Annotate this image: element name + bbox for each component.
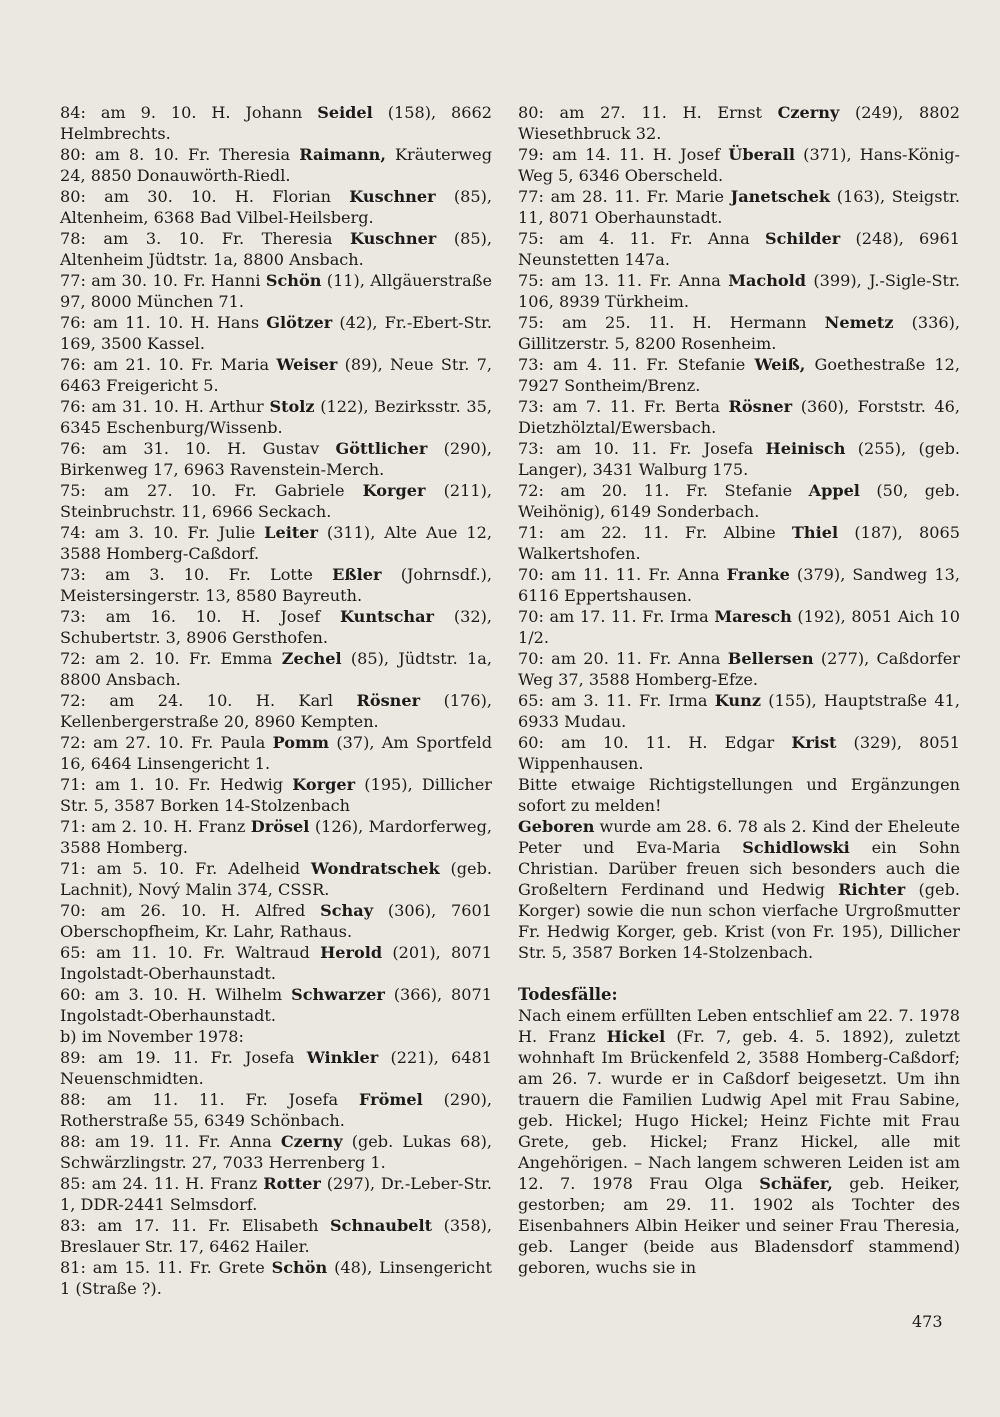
birthday-entry xyxy=(518,648,960,690)
entry-prefix: 72: am 2. 10. Fr. Emma xyxy=(60,649,282,668)
birthday-entry xyxy=(60,942,492,984)
birthday-entry xyxy=(60,480,492,522)
entry-details: (187), 8065 Walkertshofen. xyxy=(518,523,960,563)
entry-details: (249), 8802 Wiesethbruck 32. xyxy=(518,103,960,143)
entry-details: (201), 8071 Ingolstadt-Oberhaunstadt. xyxy=(60,943,492,983)
birth-name-2: Richter xyxy=(838,880,906,899)
entry-surname: Schnaubelt xyxy=(330,1216,433,1235)
entry-surname: Überall xyxy=(728,145,795,164)
birth-text-1: wurde am 28. 6. 78 als 2. Kind der Eheleute Peter und Eva-Maria xyxy=(518,817,960,857)
entry-prefix: 83: am 17. 11. Fr. Elisabeth xyxy=(60,1216,331,1235)
entry-details: (211), Steinbruchstr. 11, 6966 Seckach. xyxy=(60,481,492,521)
birthday-entry xyxy=(60,186,492,228)
entry-prefix: 71: am 1. 10. Fr. Hedwig xyxy=(60,775,293,794)
birthday-entry xyxy=(60,396,492,438)
entry-prefix: b) im November 1978: xyxy=(60,1027,244,1046)
entry-prefix: 65: am 11. 10. Fr. Waltraud xyxy=(60,943,321,962)
entry-details: (360), Forststr. 46, Dietzhölztal/Ewersbach. xyxy=(518,397,960,437)
birthday-entry xyxy=(60,606,492,648)
entry-details: (176), Kellenbergerstraße 20, 8960 Kempten. xyxy=(60,691,492,731)
birthday-entry xyxy=(518,564,960,606)
entry-details: (85), Jüdtstr. 1a, 8800 Ansbach. xyxy=(60,649,492,689)
birthday-entry xyxy=(518,144,960,186)
entry-details: (371), Hans-König-Weg 5, 6346 Oberscheld. xyxy=(518,145,960,185)
entry-details: (195), Dillicher Str. 5, 3587 Borken 14-Stolzenbach xyxy=(60,775,492,815)
deaths-text-3: geb. Heiker, gestorben; am 29. 11. 1902 als Tochter des Eisenbahners Albin Heiker und seiner Frau Theresia, geb. Langer (beide aus Bladensdorf stammend) geboren, wuchs sie in xyxy=(518,1174,961,1277)
entry-details: (32), Schubertstr. 3, 8906 Gersthofen. xyxy=(60,607,492,647)
entry-surname: Weiser xyxy=(276,355,338,374)
entry-prefix: 72: am 27. 10. Fr. Paula xyxy=(60,733,273,752)
birthday-entry xyxy=(60,690,492,732)
entry-details: (290), Birkenweg 17, 6963 Ravenstein-Merch. xyxy=(60,439,492,479)
entry-surname: Herold xyxy=(320,943,383,962)
entry-surname: Maresch xyxy=(714,607,792,626)
entry-prefix: 77: am 30. 10. Fr. Hanni xyxy=(60,271,266,290)
entry-prefix: 88: am 11. 11. Fr. Josefa xyxy=(60,1090,359,1109)
entry-surname: Franke xyxy=(726,565,790,584)
entry-prefix: 76: am 31. 10. H. Gustav xyxy=(60,439,336,458)
entry-surname: Czerny xyxy=(777,103,840,122)
deaths-text xyxy=(518,1005,960,1278)
entry-prefix: 80: am 8. 10. Fr. Theresia xyxy=(60,145,300,164)
entry-prefix: 70: am 17. 11. Fr. Irma xyxy=(518,607,715,626)
deaths-text-2: (Fr. 7, geb. 4. 5. 1892), zuletzt wohnhaft Im Brückenfeld 2, 3588 Homberg-Caßdorf; am 26. 7. wurde er in Caßdorf beigesetzt. Um ihn trauern die Familien Ludwig Apel mit Frau Sabine, geb. Hickel; Hugo Hickel; Heinz Fichte mit Frau Grete, geb. Hickel; Franz Hickel, alle mit Angehörigen. – Nach langem schweren Leiden ist am 12. 7. 1978 Frau Olga xyxy=(518,1027,960,1193)
entry-surname: Krist xyxy=(791,733,837,752)
birthday-entry xyxy=(60,438,492,480)
entry-prefix: 71: am 22. 11. Fr. Albine xyxy=(518,523,792,542)
entry-surname: Appel xyxy=(808,481,860,500)
entry-prefix: 73: am 4. 11. Fr. Stefanie xyxy=(518,355,755,374)
entry-prefix: 76: am 31. 10. H. Arthur xyxy=(60,397,270,416)
entry-prefix: 71: am 2. 10. H. Franz xyxy=(60,817,251,836)
deaths-name-2: Schäfer, xyxy=(759,1174,833,1193)
entry-details: (311), Alte Aue 12, 3588 Homberg-Caßdorf. xyxy=(60,523,492,563)
entry-details: (50, geb. Weihönig), 6149 Sonderbach. xyxy=(518,481,960,521)
entry-prefix: 74: am 3. 10. Fr. Julie xyxy=(60,523,265,542)
birthday-entry xyxy=(60,1131,492,1173)
birthday-entry xyxy=(60,1026,492,1047)
entry-details: (155), Hauptstraße 41, 6933 Mudau. xyxy=(518,691,961,731)
entry-details: (399), J.-Sigle-Str. 106, 8939 Türkheim. xyxy=(518,271,961,311)
birthday-list-right xyxy=(518,102,960,774)
birthday-entry xyxy=(518,396,960,438)
birthday-entry xyxy=(60,1257,492,1299)
entry-prefix: 73: am 7. 11. Fr. Berta xyxy=(518,397,729,416)
entry-prefix: 75: am 25. 11. H. Hermann xyxy=(518,313,825,332)
deaths-text-1: Nach einem erfüllten Leben entschlief am 22. 7. 1978 H. Franz xyxy=(518,1006,960,1046)
entry-surname: Rösner xyxy=(728,397,793,416)
birthday-entry xyxy=(60,648,492,690)
entry-surname: Czerny xyxy=(280,1132,343,1151)
birthday-entry xyxy=(60,354,492,396)
entry-details: (Johrnsdf.), Meistersingerstr. 13, 8580 Bayreuth. xyxy=(60,565,492,605)
entry-prefix: 71: am 5. 10. Fr. Adelheid xyxy=(60,859,311,878)
birthday-list-left xyxy=(60,102,492,1299)
birthday-entry xyxy=(60,858,492,900)
entry-prefix: 78: am 3. 10. Fr. Theresia xyxy=(60,229,350,248)
birth-text-3: (geb. Korger) sowie die nun schon vierfache Urgroßmutter Fr. Hedwig Korger, geb. Krist (von Fr. 195), Dillicher Str. 5, 3587 Borken 14-Stolzenbach. xyxy=(518,880,961,962)
entry-surname: Frömel xyxy=(358,1090,423,1109)
entry-prefix: 77: am 28. 11. Fr. Marie xyxy=(518,187,731,206)
entry-surname: Rösner xyxy=(356,691,421,710)
entry-details: (221), 6481 Neuenschmidten. xyxy=(60,1048,492,1088)
entry-details: (379), Sandweg 13, 6116 Eppertshausen. xyxy=(518,565,960,605)
entry-prefix: 80: am 30. 10. H. Florian xyxy=(60,187,350,206)
entry-surname: Winkler xyxy=(306,1048,379,1067)
entry-details: (48), Linsengericht 1 (Straße ?). xyxy=(60,1258,492,1298)
entry-details: (42), Fr.-Ebert-Str. 169, 3500 Kassel. xyxy=(60,313,493,353)
entry-prefix: 75: am 27. 10. Fr. Gabriele xyxy=(60,481,363,500)
entry-surname: Kuntschar xyxy=(340,607,434,626)
entry-prefix: 81: am 15. 11. Fr. Grete xyxy=(60,1258,272,1277)
entry-details: (11), Allgäuerstraße 97, 8000 München 71. xyxy=(60,271,492,311)
entry-prefix: 72: am 24. 10. H. Karl xyxy=(60,691,357,710)
birthday-entry xyxy=(518,354,960,396)
entry-surname: Göttlicher xyxy=(335,439,428,458)
entry-details: (37), Am Sportfeld 16, 6464 Linsengericht 1. xyxy=(60,733,492,773)
birthday-entry xyxy=(518,690,960,732)
entry-details: (122), Bezirksstr. 35, 6345 Eschenburg/Wissenb. xyxy=(60,397,493,437)
birthday-entry xyxy=(60,270,492,312)
entry-details: (163), Steigstr. 11, 8071 Oberhaunstadt. xyxy=(518,187,960,227)
birthday-entry xyxy=(518,270,960,312)
birthday-entry xyxy=(518,186,960,228)
entry-surname: Seidel xyxy=(317,103,373,122)
birth-name-1: Schidlowski xyxy=(742,838,850,857)
left-column xyxy=(60,102,492,1299)
entry-surname: Rotter xyxy=(263,1174,321,1193)
deaths-name-1: Hickel xyxy=(606,1027,666,1046)
entry-details: (306), 7601 Oberschopfheim, Kr. Lahr, Rathaus. xyxy=(60,901,492,941)
entry-prefix: 79: am 14. 11. H. Josef xyxy=(518,145,729,164)
entry-surname: Korger xyxy=(292,775,356,794)
entry-surname: Kunz xyxy=(714,691,761,710)
birthday-entry xyxy=(518,732,960,774)
birthday-entry xyxy=(60,1089,492,1131)
birthday-entry xyxy=(60,564,492,606)
entry-prefix: 73: am 16. 10. H. Josef xyxy=(60,607,341,626)
entry-prefix: 89: am 19. 11. Fr. Josefa xyxy=(60,1048,307,1067)
birthday-entry xyxy=(60,984,492,1026)
entry-prefix: 75: am 13. 11. Fr. Anna xyxy=(518,271,729,290)
entry-details: (126), Mardorferweg, 3588 Homberg. xyxy=(60,817,493,857)
entry-surname: Schilder xyxy=(764,229,841,248)
entry-details: Kräuterweg 24, 8850 Donauwörth-Riedl. xyxy=(60,145,492,185)
entry-details: (358), Breslauer Str. 17, 6462 Hailer. xyxy=(60,1216,492,1256)
entry-details: Goethestraße 12, 7927 Sontheim/Brenz. xyxy=(518,355,961,395)
birthday-entry xyxy=(60,900,492,942)
entry-details: (89), Neue Str. 7, 6463 Freigericht 5. xyxy=(60,355,493,395)
entry-prefix: 60: am 3. 10. H. Wilhelm xyxy=(60,985,292,1004)
entry-surname: Machold xyxy=(728,271,807,290)
entry-surname: Leiter xyxy=(264,523,318,542)
correction-request: Bitte etwaige Richtigstellungen und Ergänzungen sofort zu melden! xyxy=(518,775,960,815)
entry-surname: Stolz xyxy=(269,397,315,416)
entry-surname: Kuschner xyxy=(349,187,436,206)
section-spacer xyxy=(518,963,960,984)
entry-surname: Schön xyxy=(271,1258,328,1277)
entry-prefix: 76: am 11. 10. H. Hans xyxy=(60,313,267,332)
birthday-entry xyxy=(60,816,492,858)
deaths-heading: Todesfälle: xyxy=(518,985,618,1004)
entry-surname: Kuschner xyxy=(349,229,437,248)
entry-details: (255), (geb. Langer), 3431 Walburg 175. xyxy=(518,439,960,479)
birth-label: Geboren xyxy=(518,817,595,836)
entry-surname: Heinisch xyxy=(765,439,846,458)
entry-surname: Schay xyxy=(320,901,374,920)
birthday-entry xyxy=(60,522,492,564)
entry-surname: Thiel xyxy=(791,523,839,542)
entry-surname: Nemetz xyxy=(824,313,894,332)
entry-details: (85), Altenheim, 6368 Bad Vilbel-Heilsberg. xyxy=(60,187,492,227)
birthday-entry xyxy=(60,144,492,186)
entry-details: (85), Altenheim Jüdtstr. 1a, 8800 Ansbach. xyxy=(60,229,492,269)
entry-surname: Schwarzer xyxy=(291,985,385,1004)
birthday-entry xyxy=(60,312,492,354)
birthday-entry xyxy=(60,774,492,816)
entry-details: (366), 8071 Ingolstadt-Oberhaunstadt. xyxy=(60,985,492,1025)
entry-surname: Zechel xyxy=(281,649,342,668)
entry-prefix: 84: am 9. 10. H. Johann xyxy=(60,103,318,122)
entry-prefix: 70: am 26. 10. H. Alfred xyxy=(60,901,321,920)
birthday-entry xyxy=(60,1215,492,1257)
birthday-entry xyxy=(518,228,960,270)
entry-surname: Weiß, xyxy=(754,355,806,374)
birthday-entry xyxy=(60,732,492,774)
birthday-entry xyxy=(518,480,960,522)
entry-prefix: 72: am 20. 11. Fr. Stefanie xyxy=(518,481,809,500)
entry-details: (336), Gillitzerstr. 5, 8200 Rosenheim. xyxy=(518,313,960,353)
birthday-entry xyxy=(518,522,960,564)
entry-details: (192), 8051 Aich 10 1/2. xyxy=(518,607,960,647)
page-number: 473 xyxy=(912,1312,943,1331)
entry-prefix: 85: am 24. 11. H. Franz xyxy=(60,1174,264,1193)
entry-prefix: 73: am 3. 10. Fr. Lotte xyxy=(60,565,333,584)
entry-prefix: 88: am 19. 11. Fr. Anna xyxy=(60,1132,281,1151)
entry-prefix: 76: am 21. 10. Fr. Maria xyxy=(60,355,277,374)
birthday-entry xyxy=(518,606,960,648)
entry-details: (277), Caßdorfer Weg 37, 3588 Homberg-Efze. xyxy=(518,649,961,689)
entry-prefix: 60: am 10. 11. H. Edgar xyxy=(518,733,792,752)
entry-details: (248), 6961 Neunstetten 147a. xyxy=(518,229,960,269)
entry-prefix: 65: am 3. 11. Fr. Irma xyxy=(518,691,715,710)
entry-prefix: 70: am 20. 11. Fr. Anna xyxy=(518,649,728,668)
entry-surname: Schön xyxy=(265,271,322,290)
entry-surname: Bellersen xyxy=(727,649,814,668)
entry-details: (158), 8662 Helmbrechts. xyxy=(60,103,492,143)
entry-surname: Pomm xyxy=(272,733,330,752)
entry-surname: Eßler xyxy=(332,565,382,584)
birthday-entry xyxy=(60,102,492,144)
entry-details: (290), Rotherstraße 55, 6349 Schönbach. xyxy=(60,1090,492,1130)
right-column xyxy=(518,102,960,1278)
birthday-entry xyxy=(518,102,960,144)
entry-surname: Raimann, xyxy=(299,145,386,164)
entry-details: (geb. Lachnit), Nový Malin 374, CSSR. xyxy=(60,859,493,899)
entry-prefix: 70: am 11. 11. Fr. Anna xyxy=(518,565,727,584)
entry-surname: Drösel xyxy=(250,817,310,836)
entry-prefix: 73: am 10. 11. Fr. Josefa xyxy=(518,439,766,458)
entry-details: (329), 8051 Wippenhausen. xyxy=(518,733,960,773)
entry-surname: Janetschek xyxy=(730,187,831,206)
birthday-entry xyxy=(60,1173,492,1215)
entry-surname: Korger xyxy=(362,481,426,500)
entry-surname: Glötzer xyxy=(266,313,333,332)
entry-surname: Wondratschek xyxy=(310,859,440,878)
entry-prefix: 75: am 4. 11. Fr. Anna xyxy=(518,229,765,248)
birthday-entry xyxy=(60,1047,492,1089)
birthday-entry xyxy=(518,312,960,354)
birthday-entry xyxy=(518,438,960,480)
entry-details: (geb. Lukas 68), Schwärzlingstr. 27, 7033 Herrenberg 1. xyxy=(60,1132,493,1172)
entry-prefix: 80: am 27. 11. H. Ernst xyxy=(518,103,778,122)
entry-details: (297), Dr.-Leber-Str. 1, DDR-2441 Selmsdorf. xyxy=(60,1174,492,1214)
birthday-entry xyxy=(60,228,492,270)
birth-announcement xyxy=(518,816,960,963)
birth-text-2: ein Sohn Christian. Darüber freuen sich besonders auch die Großeltern Ferdinand und Hedwig xyxy=(518,838,960,899)
